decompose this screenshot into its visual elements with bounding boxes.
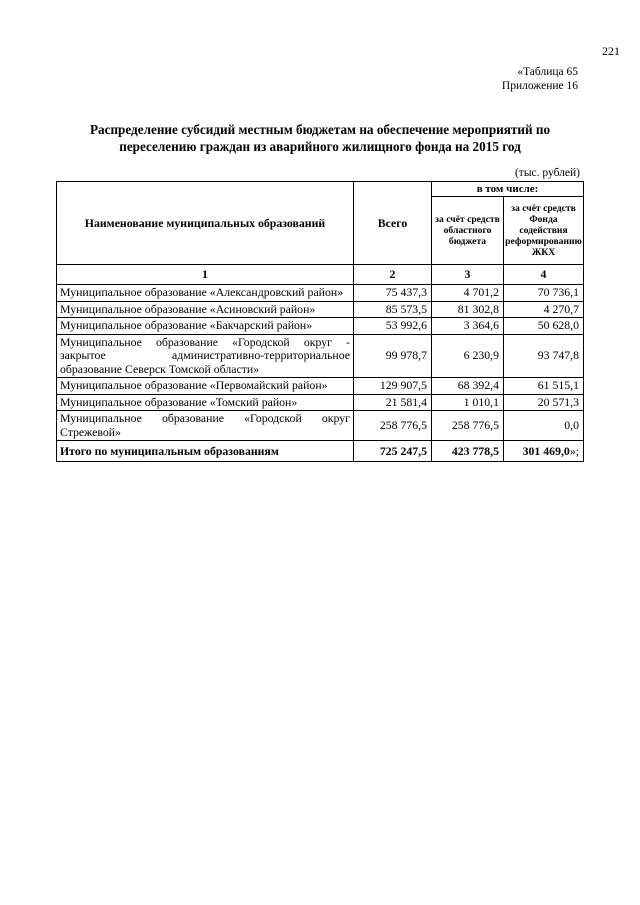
- column-number: 3: [432, 265, 504, 285]
- document-title: [64, 121, 576, 155]
- table-row: [57, 318, 584, 335]
- total-value: 21 581,4: [354, 394, 432, 411]
- regional-value: 258 776,5: [432, 411, 504, 441]
- fund-value: 0,0: [504, 411, 584, 441]
- total-value: 129 907,5: [354, 378, 432, 395]
- total-fund-value: 301 469,0: [522, 443, 570, 458]
- table-row: [57, 411, 584, 441]
- title-line-2: переселению граждан из аварийного жилищного фонда на 2015 год: [119, 139, 521, 154]
- appendix-table-ref: «Таблица 65: [517, 66, 578, 78]
- table-row: [57, 378, 584, 395]
- total-fund-cell: [504, 441, 584, 462]
- column-number: 4: [504, 265, 584, 285]
- fund-value: 4 270,7: [504, 301, 584, 318]
- table-row: [57, 285, 584, 302]
- units-note: (тыс. рублей): [514, 167, 580, 179]
- header-name: Наименование муниципальных образований: [57, 182, 354, 265]
- header-regional-budget: за счёт средств областного бюджета: [432, 197, 504, 265]
- total-value: 258 776,5: [354, 411, 432, 441]
- regional-value: 68 392,4: [432, 378, 504, 395]
- municipality-name: Муниципальное образование «Асиновский район»: [57, 301, 354, 318]
- closing-quote-suffix: »;: [569, 443, 579, 458]
- fund-value: 50 628,0: [504, 318, 584, 335]
- total-regional-value: 423 778,5: [432, 441, 504, 462]
- fund-value: 93 747,8: [504, 334, 584, 378]
- regional-value: 1 010,1: [432, 394, 504, 411]
- total-value: 99 978,7: [354, 334, 432, 378]
- regional-value: 81 302,8: [432, 301, 504, 318]
- fund-value: 20 571,3: [504, 394, 584, 411]
- column-number: 1: [57, 265, 354, 285]
- header-fund: за счёт средств Фонда содействия реформированию ЖКХ: [504, 197, 584, 265]
- column-numbers-row: [57, 265, 584, 285]
- title-line-1: Распределение субсидий местным бюджетам на обеспечение мероприятий по: [89, 122, 551, 137]
- fund-value: 70 736,1: [504, 285, 584, 302]
- table-row: [57, 394, 584, 411]
- fund-value: 61 515,1: [504, 378, 584, 395]
- header-including: в том числе:: [432, 182, 584, 197]
- table-row: [57, 301, 584, 318]
- table-row: [57, 334, 584, 378]
- total-row: [57, 441, 584, 462]
- municipality-name: Муниципальное образование «Первомайский район»: [57, 378, 354, 395]
- header-total: Всего: [354, 182, 432, 265]
- column-number: 2: [354, 265, 432, 285]
- total-value: 75 437,3: [354, 285, 432, 302]
- page-number: 221: [602, 44, 620, 58]
- subsidy-table: [56, 181, 584, 462]
- municipality-name: Муниципальное образование «Александровский район»: [57, 285, 354, 302]
- total-value: 53 992,6: [354, 318, 432, 335]
- regional-value: 6 230,9: [432, 334, 504, 378]
- total-label: Итого по муниципальным образованиям: [57, 441, 354, 462]
- municipality-name: Муниципальное образование «Томский район»: [57, 394, 354, 411]
- municipality-name: Муниципальное образование «Городской округ Стрежевой»: [57, 411, 354, 441]
- regional-value: 4 701,2: [432, 285, 504, 302]
- municipality-name: Муниципальное образование «Бакчарский район»: [57, 318, 354, 335]
- total-value: 85 573,5: [354, 301, 432, 318]
- total-sum-value: 725 247,5: [354, 441, 432, 462]
- appendix-ref: Приложение 16: [501, 80, 578, 92]
- regional-value: 3 364,6: [432, 318, 504, 335]
- municipality-name: Муниципальное образование «Городской округ - закрытое административно-территориальное образование Северск Томской области»: [57, 334, 354, 378]
